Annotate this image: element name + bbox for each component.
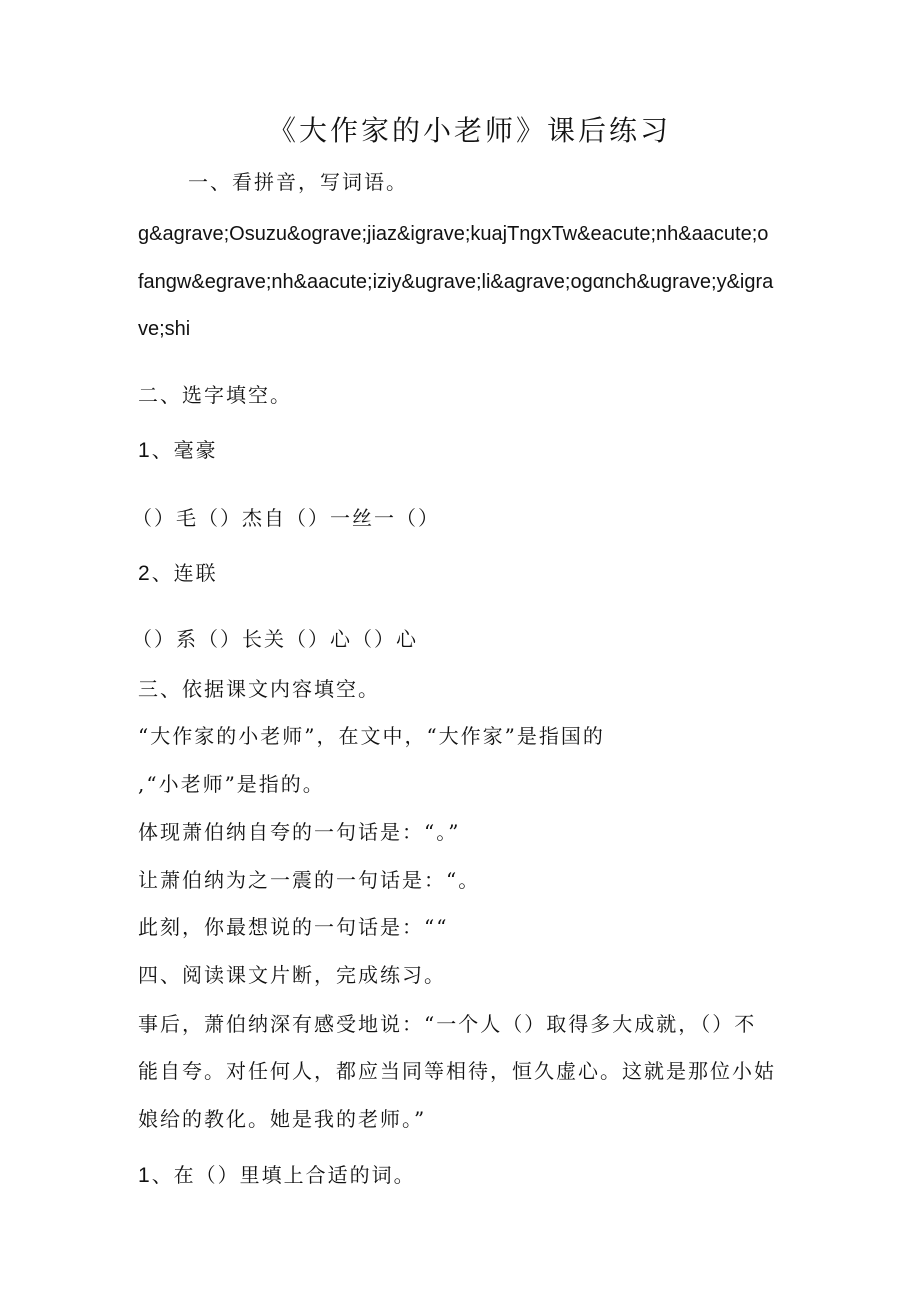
- q1-choices: 、毫豪: [151, 438, 218, 462]
- pinyin-line-3: ve;shi: [138, 318, 191, 340]
- passage-line-3: 娘给的教化。她是我的老师。”: [138, 1107, 427, 1131]
- section4-q1-number: 1: [138, 1164, 152, 1187]
- passage-line-2: 能自夸。对任何人，都应当同等相待，恒久虚心。这就是那位小姑: [138, 1059, 776, 1083]
- page-title: 《大作家的小老师》课后练习: [268, 114, 672, 147]
- section2-q1-label: [138, 438, 218, 463]
- q1-number: 1: [138, 439, 152, 462]
- section2-q2-label: [138, 561, 218, 586]
- section3-line-4: 让萧伯纳为之一震的一句话是：“。: [138, 868, 481, 892]
- q2-number: 2: [138, 562, 152, 585]
- section3-heading: 三、依据课文内容填空。: [138, 677, 380, 701]
- section1-heading: 一、看拼音，写词语。: [188, 170, 408, 194]
- pinyin-line-2: fangw&egrave;nh&aacute;iziy&ugrave;li&agrave;ogαnch&ugrave;y&igra: [138, 271, 774, 293]
- section3-line-2: ,“小老师”是指的。: [138, 772, 325, 796]
- pinyin-line-1: g&agrave;Osuzu&ograve;jiaz&igrave;kuajTngxTw&eacute;nh&aacute;o: [138, 223, 769, 245]
- section3-line-5: 此刻，你最想说的一句话是：““: [138, 915, 449, 939]
- section2-q2-blanks: （）系（）长关（）心（）心: [132, 627, 418, 651]
- section4-q1-text: 、在（）里填上合适的词。: [151, 1163, 416, 1187]
- section2-heading: 二、选字填空。: [138, 383, 292, 407]
- q2-choices: 、连联: [151, 561, 218, 585]
- section4-q1: [138, 1163, 416, 1188]
- section3-line-3: 体现萧伯纳自夸的一句话是：“。”: [138, 820, 461, 844]
- passage-line-1: 事后，萧伯纳深有感受地说：“一个人（）取得多大成就，（）不: [138, 1012, 757, 1036]
- section4-heading: 四、阅读课文片断，完成练习。: [138, 963, 446, 987]
- section2-q1-blanks: （）毛（）杰自（）一丝一（）: [132, 506, 440, 530]
- section3-line-1: “大作家的小老师”，在文中，“大作家”是指国的: [138, 724, 605, 748]
